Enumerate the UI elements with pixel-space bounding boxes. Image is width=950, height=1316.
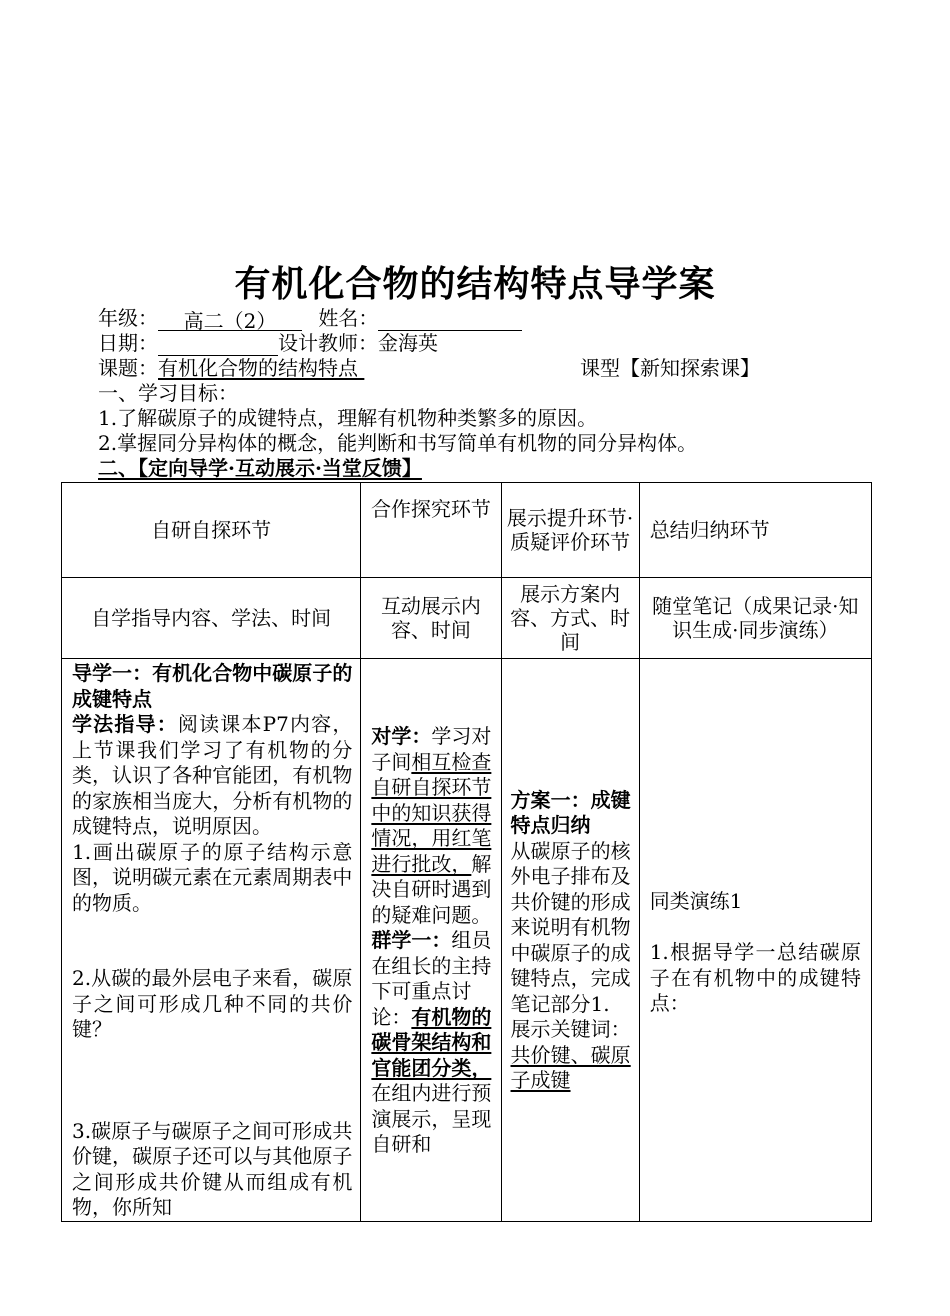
method-guide: [72, 712, 352, 840]
question-3: 3.碳原子与碳原子之间可形成共价键，碳原子还可以与其他原子之间形成共价键从而组成有机物，你所知: [72, 1118, 353, 1219]
keywords: [511, 1017, 631, 1094]
date-field[interactable]: [158, 334, 278, 356]
keywords-value: 共价键、碳原子成键: [510, 1042, 631, 1093]
grade-value: 高二（2）: [183, 309, 277, 333]
name-label: 姓名：: [318, 306, 379, 330]
exercise-question-1: 1.根据导学一总结碳原子在有机物中的成键特点：: [649, 940, 861, 1016]
keywords-label: 展示关键词：: [510, 1017, 631, 1042]
plan-one-title: 方案一：成键特点归纳: [510, 787, 631, 838]
date-teacher-line: [98, 331, 878, 356]
section2-heading: 二、【定向导学·互动展示·当堂反馈】: [98, 456, 422, 480]
cell-summary: [639, 659, 871, 1222]
pair-text-underlined: 相互检查自研自探环节中的知识获得情况，用红笔进行批改，: [371, 749, 492, 876]
plan-one-text: 从碳原子的核外电子排布及共价键的形成来说明有机物中碳原子的成键特点，完成笔记部分1.: [510, 838, 631, 1016]
group-text-2: 在组内进行预演展示，呈现自研和: [371, 1081, 492, 1156]
group-label: 群学一：: [371, 928, 452, 952]
subheader-summary: 随堂笔记（成果记录·知识生成·同步演练）: [639, 578, 871, 659]
topic-line: [98, 356, 878, 381]
course-type: 课型【新知探索课】: [580, 356, 760, 380]
pair-label: 对学：: [371, 724, 432, 748]
group-text-1: 组员在组长的主持下可重点讨论：: [371, 928, 492, 1029]
subheader-self-study: 自学指导内容、学法、时间: [62, 578, 361, 659]
grade-label: 年级：: [98, 306, 158, 330]
group-study: [371, 928, 492, 1158]
topic-label: 课题：: [98, 356, 158, 380]
header-self-study: 自研自探环节: [62, 483, 361, 578]
question-1: 1.画出碳原子的原子结构示意图，说明碳元素在元素周期表中的物质。: [72, 839, 353, 915]
pair-text-1: 学习对子间: [371, 724, 492, 774]
objectives-heading: 一、学习目标：: [98, 381, 238, 405]
cell-self-study: [62, 659, 361, 1222]
header-presentation: 展示提升环节·质疑评价环节: [501, 483, 639, 578]
objective-1: 1.了解碳原子的成键特点，理解有机物种类繁多的原因。: [98, 406, 598, 430]
cell-presentation: [501, 659, 639, 1222]
table-header-row-2: [62, 578, 872, 659]
header-cooperation: 合作探究环节: [361, 483, 501, 578]
method-label: 学法指导：: [72, 712, 178, 736]
document-header: [98, 306, 878, 481]
objective-2: 2.掌握同分异构体的概念，能判断和书写简单有机物的同分异构体。: [98, 431, 698, 455]
table-header-row-1: [62, 483, 872, 578]
name-field[interactable]: [378, 309, 522, 331]
pair-study: [371, 724, 492, 928]
subheader-presentation: 展示方案内容、方式、时间: [501, 578, 639, 659]
question-2: 2.从碳的最外层电子来看，碳原子之间可形成几种不同的共价键？: [72, 966, 353, 1041]
pair-text-2: 解决自研时遇到的疑难问题。: [371, 851, 492, 927]
method-text: 阅读课本P7内容，上节课我们学习了有机物的分类，认识了各种官能团，有机物的家族相当庞大，分析有机物的成键特点，说明原因。: [72, 712, 353, 838]
group-text-bold: 有机物的碳骨架结构和官能团分类，: [371, 1004, 492, 1080]
grade-name-line: [98, 306, 878, 331]
guide-one-title: 导学一：有机化合物中碳原子的成键特点: [72, 661, 353, 711]
table-content-row: [62, 659, 872, 1222]
teacher-value: 金海英: [378, 331, 438, 355]
subheader-cooperation: 互动展示内容、时间: [361, 578, 501, 659]
grade-field[interactable]: [158, 309, 302, 331]
document-title: 有机化合物的结构特点导学案: [234, 264, 716, 305]
header-summary: 总结归纳环节: [639, 483, 871, 578]
teacher-label: 设计教师：: [278, 331, 378, 355]
guide-table: [61, 482, 872, 1222]
date-label: 日期：: [98, 331, 158, 355]
cell-cooperation: [361, 659, 501, 1222]
exercise-title: 同类演练1: [649, 888, 743, 913]
topic-value: 有机化合物的结构特点: [158, 356, 358, 380]
